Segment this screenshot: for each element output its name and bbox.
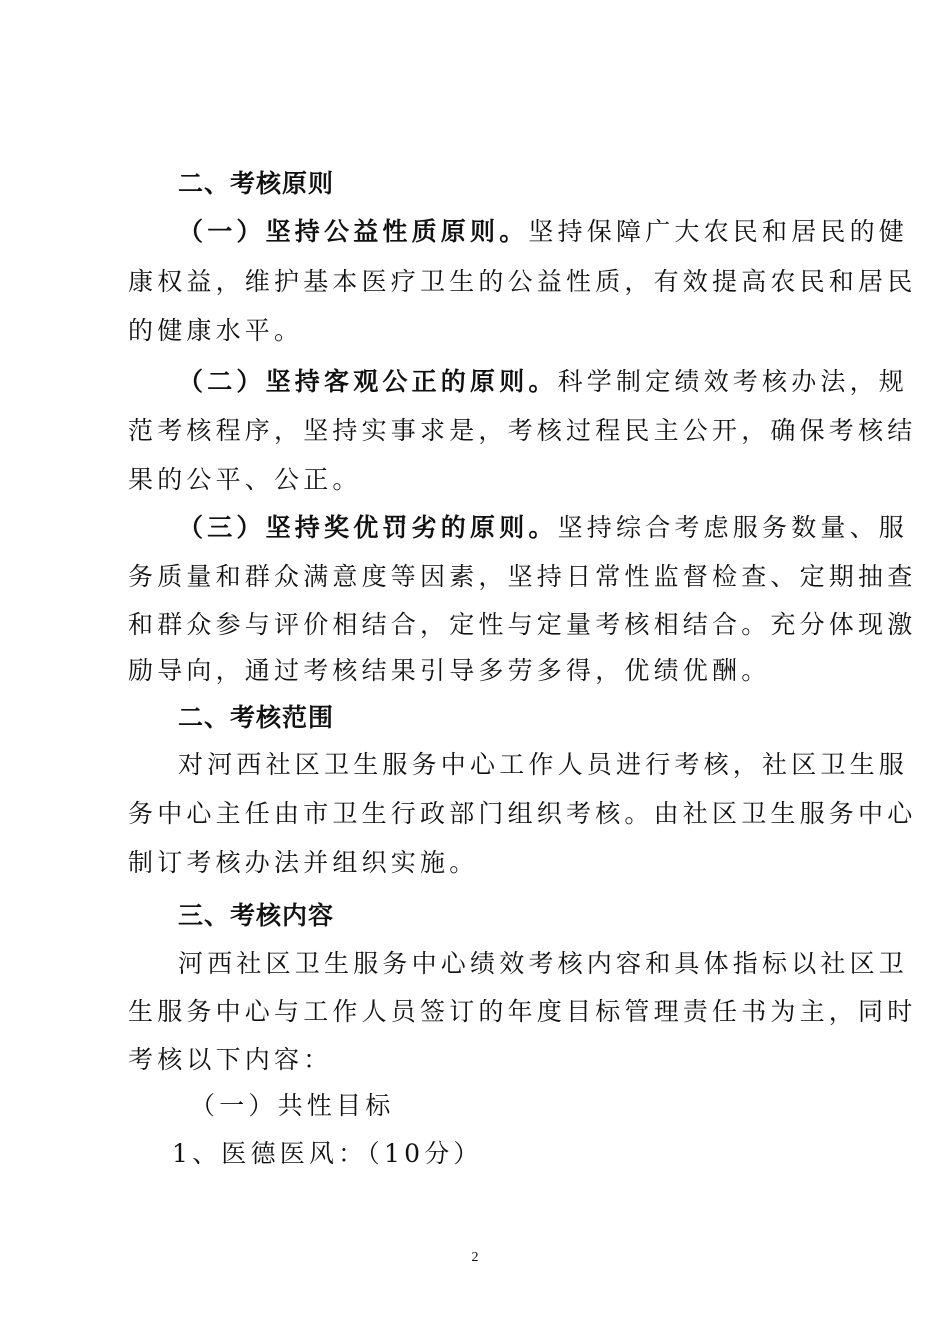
- principle-3-text: 坚持综合考虑服务数量、服: [557, 513, 909, 542]
- principle-1-line-1: [178, 216, 908, 248]
- principle-2-text: 科学制定绩效考核办法，规: [557, 367, 909, 396]
- principle-1-line-3: 的健康水平。: [128, 316, 304, 345]
- principle-1-line-2: 康权益，维护基本医疗卫生的公益性质，有效提高农民和居民: [128, 267, 917, 296]
- principles-heading: 二、考核原则: [178, 169, 335, 198]
- principle-3-line-3: 和群众参与评价相结合，定性与定量考核相结合。充分体现激: [128, 610, 917, 639]
- principle-3-line-4: 励导向，通过考核结果引导多劳多得，优绩优酬。: [128, 656, 771, 685]
- principle-3-lead: （三）坚持奖优罚劣的原则。: [178, 513, 558, 542]
- principle-2-line-3: 果的公平、公正。: [128, 465, 362, 494]
- principle-2-line-2: 范考核程序，坚持实事求是，考核过程民主公开，确保考核结: [128, 416, 917, 445]
- principle-1-text: 坚持保障广大农民和居民的健: [528, 217, 909, 246]
- item-1: 1、医德医风：（10分）: [172, 1139, 483, 1168]
- content-heading: 三、考核内容: [178, 901, 335, 930]
- page-number: 2: [471, 1250, 479, 1265]
- scope-line-1: 对河西社区卫生服务中心工作人员进行考核，社区卫生服: [178, 750, 909, 779]
- scope-line-3: 制订考核办法并组织实施。: [128, 848, 479, 877]
- content-line-3: 考核以下内容：: [128, 1045, 333, 1074]
- common-goals-subheading: （一）共性目标: [190, 1091, 395, 1120]
- principle-3-line-1: [178, 512, 908, 544]
- scope-line-2: 务中心主任由市卫生行政部门组织考核。由社区卫生服务中心: [128, 799, 917, 828]
- principle-2-lead: （二）坚持客观公正的原则。: [178, 367, 558, 396]
- scope-heading: 二、考核范围: [178, 703, 335, 732]
- principle-3-line-2: 务质量和群众满意度等因素，坚持日常性监督检查、定期抽查: [128, 562, 917, 591]
- principle-2-line-1: [178, 366, 908, 398]
- content-line-2: 生服务中心与工作人员签订的年度目标管理责任书为主，同时: [128, 997, 917, 1026]
- content-line-1: 河西社区卫生服务中心绩效考核内容和具体指标以社区卫: [178, 949, 909, 978]
- principle-1-lead: （一）坚持公益性质原则。: [178, 217, 529, 246]
